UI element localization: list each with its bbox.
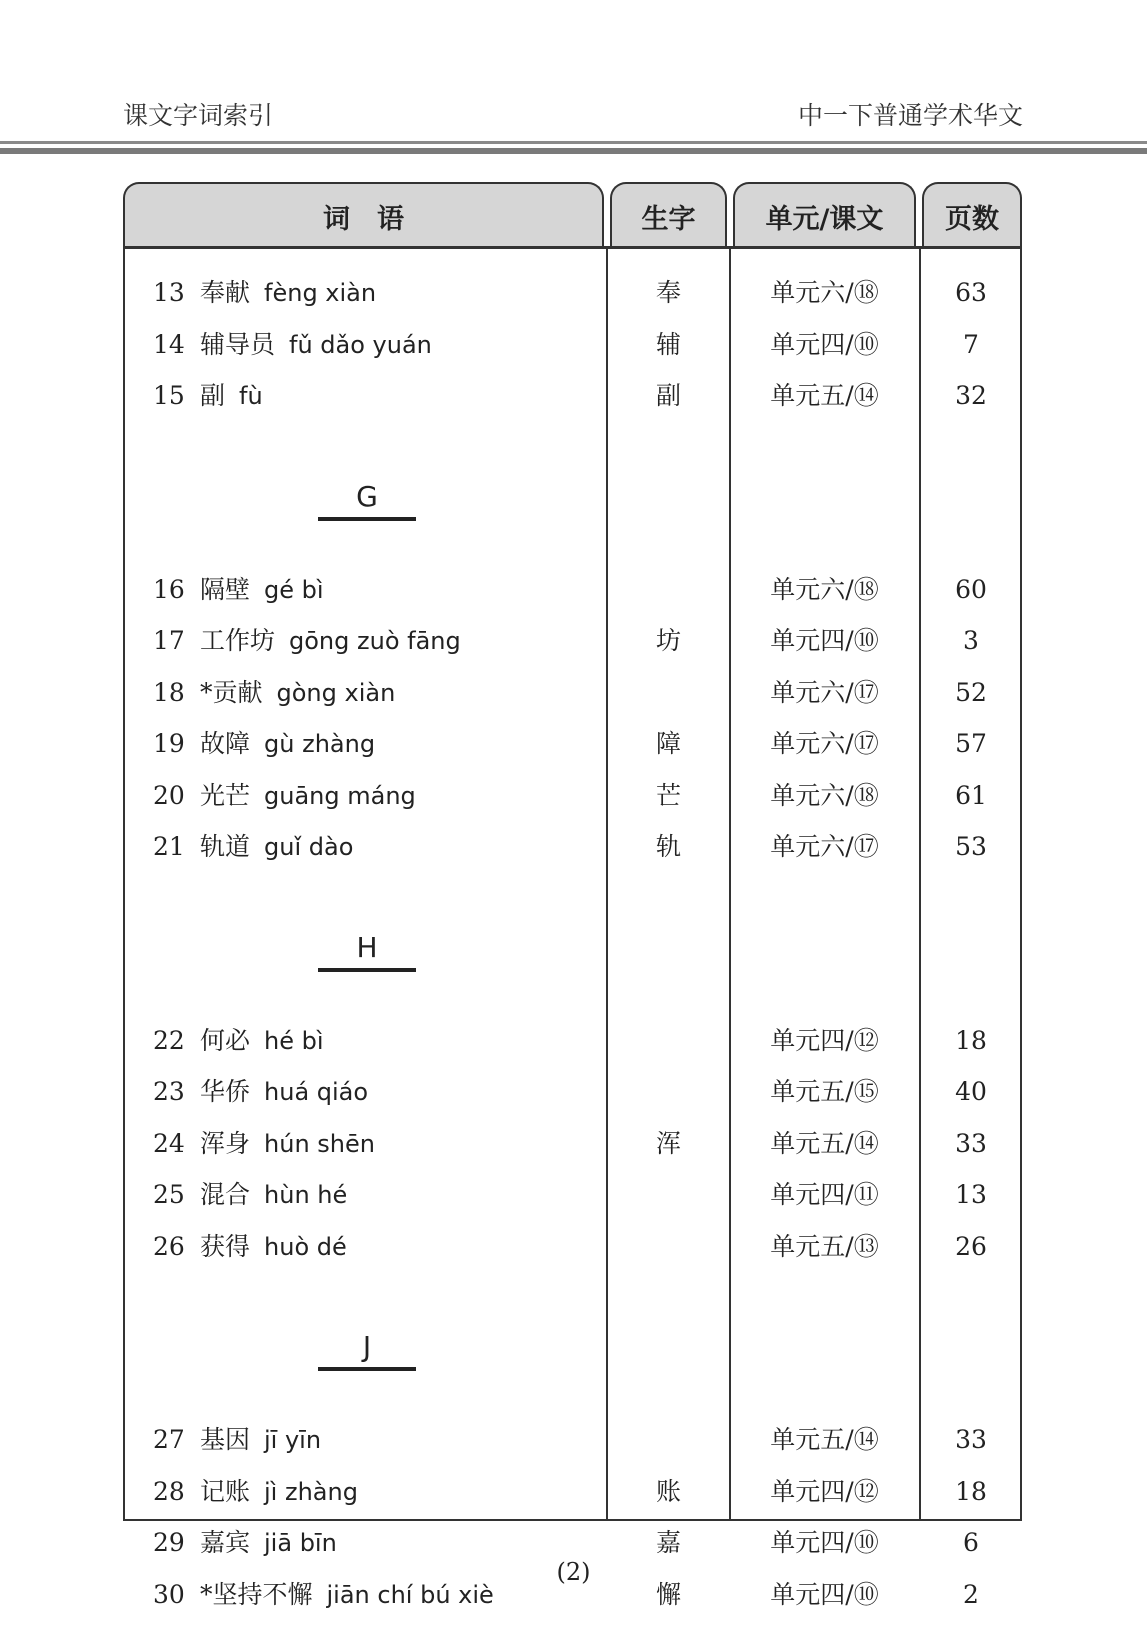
- entry-page: 61: [955, 780, 987, 810]
- word-pinyin: jiā bīn: [264, 1529, 337, 1557]
- word-pinyin: huá qiáo: [264, 1078, 369, 1106]
- entry-new-char: 奉: [655, 278, 681, 307]
- entry-new-char: 辅: [655, 329, 681, 359]
- entry-word: [200, 673, 395, 713]
- word-text: 获得: [200, 1231, 251, 1261]
- word-pinyin: fǔ dǎo yuán: [289, 330, 432, 359]
- word-text: *坚持不懈: [200, 1579, 313, 1609]
- entry-word: [200, 1175, 347, 1215]
- entry-new-char: 懈: [655, 1579, 681, 1609]
- entry-unit-lesson: 单元六/⑱: [770, 574, 879, 604]
- section-letter: J: [362, 1330, 372, 1363]
- header-rule-thick: [0, 148, 1147, 154]
- entry-page: 32: [955, 381, 987, 410]
- header-right-title: 中一下普通学术华文: [797, 101, 1023, 130]
- entry-word: [200, 273, 376, 313]
- word-text: 光芒: [200, 780, 251, 810]
- entry-number: 26: [153, 1231, 185, 1261]
- word-text: 工作坊: [200, 626, 276, 655]
- table-row: [0, 1523, 1147, 1563]
- entry-number: 25: [153, 1180, 185, 1209]
- word-pinyin: huò dé: [264, 1232, 347, 1261]
- column-divider: [606, 247, 608, 1521]
- entry-page: 13: [955, 1180, 987, 1209]
- table-row: [0, 273, 1147, 313]
- table-row: [0, 376, 1147, 416]
- entry-new-char: 副: [655, 381, 681, 410]
- entry-page: 7: [963, 329, 979, 359]
- entry-unit-lesson: 单元六/⑱: [770, 780, 879, 810]
- entry-word: [200, 1472, 358, 1512]
- word-pinyin: jī yīn: [264, 1426, 322, 1454]
- entry-number: 13: [153, 278, 185, 307]
- entry-number: 17: [153, 626, 185, 655]
- entry-page: 26: [955, 1231, 987, 1261]
- table-row: [0, 1124, 1147, 1164]
- word-pinyin: gé bì: [264, 575, 324, 604]
- column-divider: [729, 247, 731, 1521]
- entry-page: 3: [963, 626, 979, 655]
- entry-number: 15: [153, 381, 185, 410]
- entry-word: [200, 1072, 368, 1112]
- entry-new-char: 嘉: [655, 1528, 681, 1557]
- entry-page: 40: [955, 1077, 987, 1106]
- entry-unit-lesson: 单元四/⑩: [770, 1528, 879, 1557]
- word-text: 浑身: [200, 1128, 251, 1158]
- word-pinyin: guǐ dào: [264, 833, 354, 861]
- word-text: 嘉宾: [200, 1528, 251, 1557]
- entry-page: 18: [955, 1476, 987, 1506]
- index-table: [123, 247, 1022, 1521]
- entry-unit-lesson: 单元五/⑭: [770, 1425, 879, 1454]
- entry-page: 57: [955, 729, 987, 758]
- page-number: (2): [556, 1558, 591, 1586]
- entry-unit-lesson: 单元五/⑮: [770, 1077, 879, 1106]
- table-row: [0, 1175, 1147, 1215]
- word-text: 隔壁: [200, 574, 251, 604]
- entry-page: 18: [955, 1025, 987, 1055]
- entry-number: 18: [153, 677, 185, 707]
- section-underline: [318, 517, 416, 521]
- entry-number: 30: [153, 1579, 185, 1609]
- word-pinyin: jiān chí bú xiè: [326, 1580, 494, 1609]
- word-text: 混合: [200, 1180, 251, 1209]
- section-underline: [318, 968, 416, 972]
- table-row: [0, 1472, 1147, 1512]
- table-row: [0, 776, 1147, 816]
- entry-number: 24: [153, 1128, 185, 1158]
- entry-new-char: 轨: [655, 832, 681, 861]
- column-divider: [919, 247, 921, 1521]
- entry-word: [200, 1021, 324, 1061]
- table-row: [0, 1227, 1147, 1267]
- entry-number: 14: [153, 329, 185, 359]
- section-letter-heading: [318, 1330, 416, 1363]
- entry-unit-lesson: 单元六/⑰: [770, 729, 879, 758]
- entry-word: [200, 621, 461, 661]
- table-row: [0, 325, 1147, 365]
- entry-unit-lesson: 单元四/⑩: [770, 329, 879, 359]
- entry-word: [200, 1523, 337, 1563]
- word-text: 华侨: [200, 1077, 251, 1106]
- entry-new-char: 坊: [655, 626, 681, 655]
- entry-page: 33: [955, 1128, 987, 1158]
- entry-new-char: 芒: [655, 780, 681, 810]
- header-left-title: 课文字词索引: [123, 101, 274, 130]
- word-text: 辅导员: [200, 329, 276, 359]
- entry-number: 22: [153, 1025, 185, 1055]
- entry-word: [200, 570, 324, 610]
- word-pinyin: hùn hé: [264, 1181, 348, 1209]
- header-rule-thin: [0, 141, 1147, 144]
- table-row: [0, 570, 1147, 610]
- section-underline: [318, 1367, 416, 1371]
- word-pinyin: fù: [239, 382, 263, 410]
- word-text: 何必: [200, 1025, 251, 1055]
- entry-word: [200, 376, 263, 416]
- entry-page: 2: [963, 1579, 979, 1609]
- table-row: [0, 827, 1147, 867]
- word-text: 轨道: [200, 832, 251, 861]
- entry-number: 19: [153, 729, 185, 758]
- entry-page: 63: [955, 278, 987, 307]
- entry-unit-lesson: 单元四/⑫: [770, 1025, 879, 1055]
- entry-page: 60: [955, 574, 987, 604]
- entry-number: 20: [153, 780, 185, 810]
- entry-unit-lesson: 单元六/⑰: [770, 832, 879, 861]
- table-row: [0, 724, 1147, 764]
- entry-new-char: 障: [655, 729, 681, 758]
- entry-number: 28: [153, 1476, 185, 1506]
- entry-unit-lesson: 单元四/⑫: [770, 1476, 879, 1506]
- word-pinyin: gòng xiàn: [276, 678, 396, 707]
- word-pinyin: gù zhàng: [264, 730, 376, 758]
- word-text: 奉献: [200, 278, 251, 307]
- entry-new-char: 账: [655, 1476, 681, 1506]
- table-row: [0, 621, 1147, 661]
- entry-unit-lesson: 单元六/⑱: [770, 278, 879, 307]
- entry-word: [200, 776, 416, 816]
- entry-page: 33: [955, 1425, 987, 1454]
- entry-page: 53: [955, 832, 987, 861]
- entry-word: [200, 1420, 321, 1460]
- entry-unit-lesson: 单元五/⑭: [770, 1128, 879, 1158]
- entry-unit-lesson: 单元四/⑩: [770, 1579, 879, 1609]
- entry-unit-lesson: 单元六/⑰: [770, 677, 879, 707]
- word-pinyin: fèng xiàn: [264, 279, 377, 307]
- entry-number: 21: [153, 832, 185, 861]
- entry-unit-lesson: 单元五/⑬: [770, 1231, 879, 1261]
- column-header-char: 生字: [610, 182, 727, 248]
- word-text: 副: [200, 381, 226, 410]
- section-letter: G: [356, 479, 378, 513]
- entry-unit-lesson: 单元五/⑭: [770, 381, 879, 410]
- table-row: [0, 1072, 1147, 1112]
- word-pinyin: gōng zuò fāng: [289, 627, 461, 655]
- column-header-word: 词 语: [123, 182, 604, 248]
- table-row: [0, 1420, 1147, 1460]
- section-letter: H: [356, 930, 378, 964]
- entry-page: 52: [955, 677, 987, 707]
- entry-page: 6: [963, 1528, 979, 1557]
- entry-number: 29: [153, 1528, 185, 1557]
- word-pinyin: hún shēn: [264, 1129, 375, 1158]
- entry-unit-lesson: 单元四/⑩: [770, 626, 879, 655]
- header-divider: [123, 246, 1022, 249]
- word-text: 故障: [200, 729, 251, 758]
- table-row: [0, 1021, 1147, 1061]
- entry-word: [200, 724, 375, 764]
- word-text: 记账: [200, 1476, 251, 1506]
- entry-word: [200, 827, 353, 867]
- entry-number: 16: [153, 574, 185, 604]
- word-text: *贡献: [200, 677, 263, 707]
- entry-number: 23: [153, 1077, 185, 1106]
- word-pinyin: guāng máng: [264, 781, 416, 810]
- entry-number: 27: [153, 1425, 185, 1454]
- column-header-unit: 单元/课文: [733, 182, 916, 248]
- column-header-page: 页数: [922, 182, 1022, 248]
- section-letter-heading: [318, 931, 416, 964]
- word-text: 基因: [200, 1425, 251, 1454]
- word-pinyin: hé bì: [264, 1026, 324, 1055]
- entry-word: [200, 1227, 347, 1267]
- section-letter-heading: [318, 480, 416, 513]
- table-row: [0, 673, 1147, 713]
- entry-word: [200, 325, 432, 365]
- entry-new-char: 浑: [655, 1128, 681, 1158]
- entry-unit-lesson: 单元四/⑪: [770, 1180, 879, 1209]
- entry-word: [200, 1124, 375, 1164]
- word-pinyin: jì zhàng: [264, 1477, 358, 1506]
